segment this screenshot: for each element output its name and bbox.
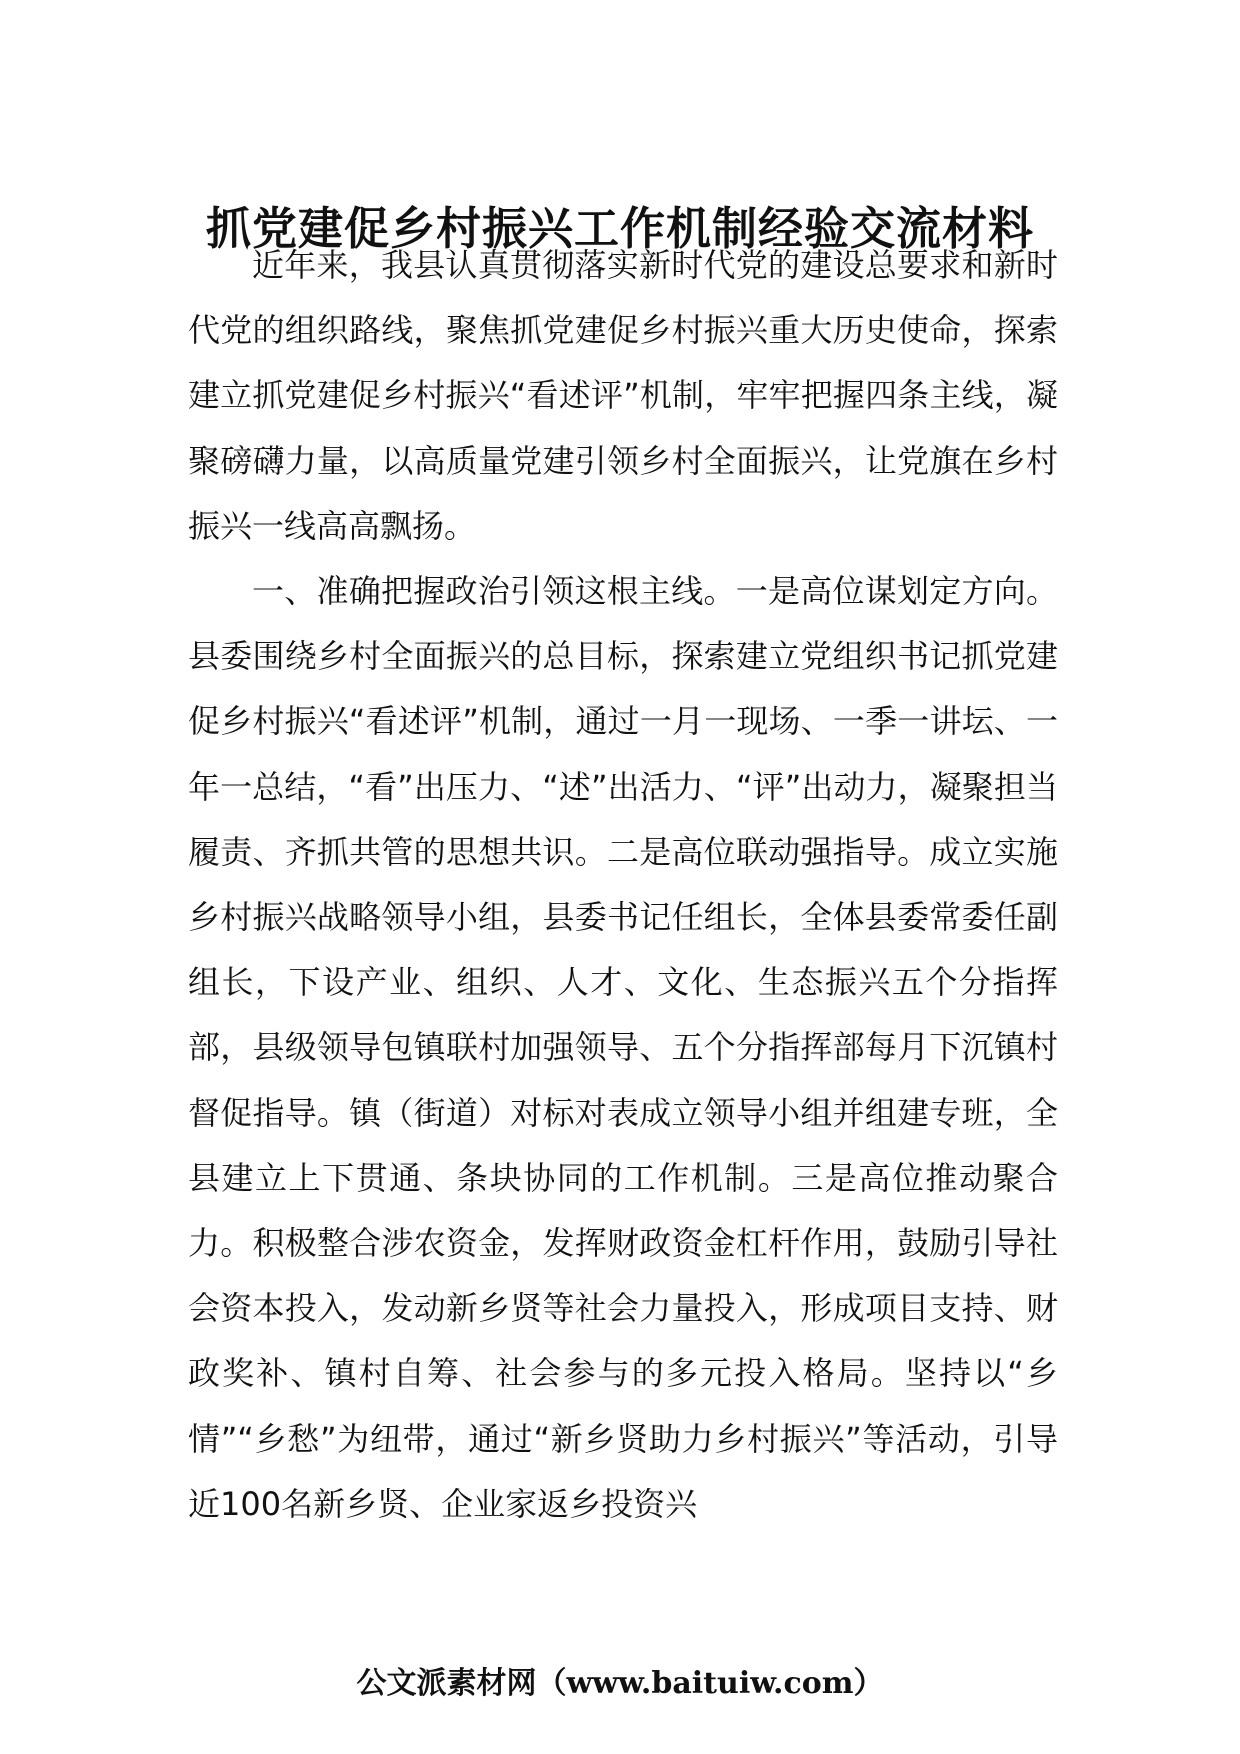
document-title: 抓党建促乡村振兴工作机制经验交流材料 bbox=[205, 202, 1034, 256]
footer-site-url: （www.baituiw.com） bbox=[536, 1666, 884, 1701]
paragraph-section-one: 一、准确把握政治引领这根主线。一是高位谋划定方向。县委围绕乡村全面振兴的总目标，探索建立党组织书记抓党建促乡村振兴“看述评”机制，通过一月一现场、一季一讲坛、一年一总结，“看”出压力、“述”出活力、“评”出动力，凝聚担当履责、齐抓共管的思想共识。二是高位联动强指导。成立实施乡村振兴战略领导小组，县委书记任组长，全体县委常委任副组长，下设产业、组织、人才、文化、生态振兴五个分指挥部，县级领导包镇联村加强领导、五个分指挥部每月下沉镇村督促指导。镇（街道）对标对表成立领导小组并组建专班，全县建立上下贯通、条块协同的工作机制。三是高位推动聚合力。积极整合涉农资金，发挥财政资金杠杆作用，鼓励引导社会资本投入，发动新乡贤等社会力量投入，形成项目支持、财政奖补、镇村自筹、社会参与的多元投入格局。坚持以“乡情”“乡愁”为纽带，通过“新乡贤助力乡村振兴”等活动，引导近100名新乡贤、企业家返乡投资兴 bbox=[188, 572, 1058, 1523]
footer-watermark bbox=[0, 1662, 1240, 1706]
footer-site-name: 公文派素材网 bbox=[356, 1666, 537, 1701]
paragraph-intro: 近年来，我县认真贯彻落实新时代党的建设总要求和新时代党的组织路线，聚焦抓党建促乡村振兴重大历史使命，探索建立抓党建促乡村振兴“看述评”机制，牢牢把握四条主线，凝聚磅礴力量，以高质量党建引领乡村全面振兴，让党旗在乡村振兴一线高高飘扬。 bbox=[188, 246, 1058, 545]
document-body bbox=[188, 233, 1058, 1537]
